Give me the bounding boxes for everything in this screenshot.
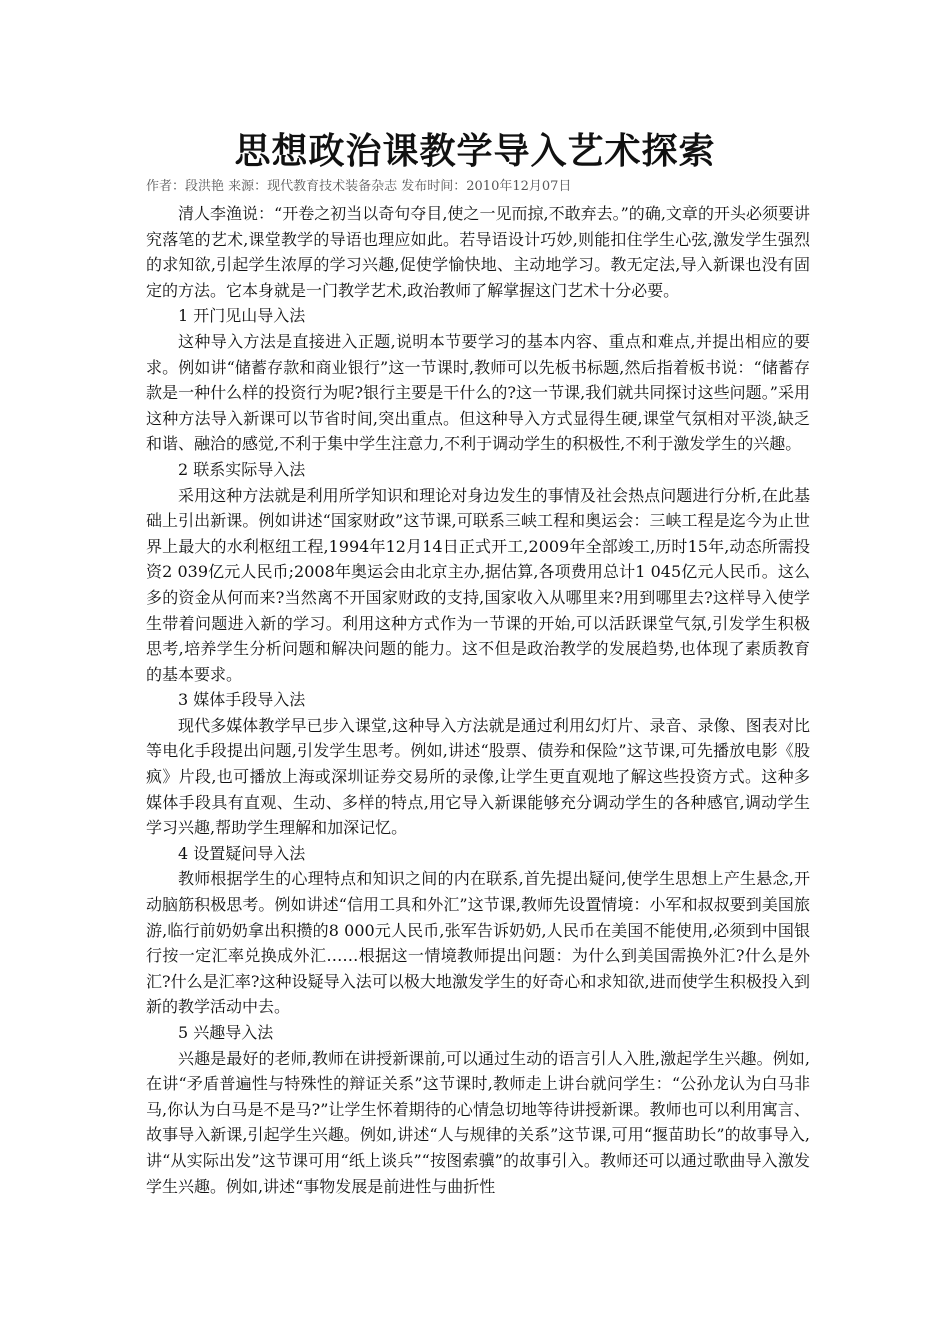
article-body	[146, 201, 810, 1199]
section-paragraph: 现代多媒体教学早已步入课堂,这种导入方法就是通过利用幻灯片、录音、录像、图表对比等电化手段提出问题,引发学生思考。例如,讲述“股票、债券和保险”这节课,可先播放电影《股疯》片段,也可播放上海或深圳证券交易所的录像,让学生更直观地了解这些投资方式。这种多媒体手段具有直观、生动、多样的特点,用它导入新课能够充分调动学生的各种感官,调动学生学习兴趣,帮助学生理解和加深记忆。	[146, 715, 810, 838]
section-heading: 1 开门见山导入法	[178, 306, 306, 326]
section-paragraph: 兴趣是最好的老师,教师在讲授新课前,可以通过生动的语言引人入胜,激起学生兴趣。例如,在讲“矛盾普遍性与特殊性的辩证关系”这节课时,教师走上讲台就问学生：“公孙龙认为白马非马,你认为白马是不是马?”让学生怀着期待的心情急切地等待讲授新课。教师也可以利用寓言、故事导入新课,引起学生兴趣。例如,讲述“人与规律的关系”这节课,可用“揠苗助长”的故事导入,讲“从实际出发”这节课可用“纸上谈兵”“按图索骥”的故事引入。教师还可以通过歌曲导入激发学生兴趣。例如,讲述“事物发展是前进性与曲折性	[146, 1048, 810, 1196]
section-paragraph: 这种导入方法是直接进入正题,说明本节要学习的基本内容、重点和难点,并提出相应的要求。例如讲“储蓄存款和商业银行”这一节课时,教师可以先板书标题,然后指着板书说：“储蓄存款是一种什么样的投资行为呢?银行主要是干什么的?这一节课,我们就共同探讨这些问题。”采用这种方法导入新课可以节省时间,突出重点。但这种导入方式显得生硬,课堂气氛相对平淡,缺乏和谐、融洽的感觉,不利于集中学生注意力,不利于调动学生的积极性,不利于激发学生的兴趣。	[146, 331, 810, 454]
section-paragraph: 教师根据学生的心理特点和知识之间的内在联系,首先提出疑问,使学生思想上产生悬念,开动脑筋积极思考。例如讲述“信用工具和外汇”这节课,教师先设置情境：小军和叔叔要到美国旅游,临行前奶奶拿出积攒的8 000元人民币,张军告诉奶奶,人民币在美国不能使用,必须到中国银行按一定汇率兑换成外汇……根据这一情境教师提出问题：为什么到美国需换外汇?什么是外汇?什么是汇率?这种设疑导入法可以极大地激发学生的好奇心和求知欲,进而使学生积极投入到新的教学活动中去。	[146, 869, 810, 1017]
intro-paragraph: 清人李渔说：“开卷之初当以奇句夺目,使之一见而掠,不敢弃去。”的确,文章的开头必须要讲究落笔的艺术,课堂教学的导语也理应如此。若导语设计巧妙,则能扣住学生心弦,激发学生强烈的求知欲,引起学生浓厚的学习兴趣,促使学愉快地、主动地学习。教无定法,导入新课也没有固定的方法。它本身就是一门教学艺术,政治教师了解掌握这门艺术十分必要。	[146, 204, 810, 300]
article-meta: 作者：段洪艳 来源：现代教育技术装备杂志 发布时间：2010年12月07日	[146, 179, 572, 194]
section-heading: 5 兴趣导入法	[178, 1023, 274, 1042]
section-heading: 4 设置疑问导入法	[178, 843, 306, 863]
section-heading: 3 媒体手段导入法	[178, 690, 306, 710]
section-heading: 2 联系实际导入法	[178, 459, 306, 479]
section-paragraph: 采用这种方法就是利用所学知识和理论对身边发生的事情及社会热点问题进行分析,在此基础上引出新课。例如讲述“国家财政”这节课,可联系三峡工程和奥运会：三峡工程是迄今为止世界上最大的水利枢纽工程,1994年12月14日正式开工,2009年全部竣工,历时15年,动态所需投资2 039亿元人民币;2008年奥运会由北京主办,据估算,各项费用总计1 045亿元人民币。这么多的资金从何而来?当然离不开国家财政的支持,国家收入从哪里来?用到哪里去?这样导入使学生带着问题进入新的学习。利用这种方式作为一节课的开始,可以活跃课堂气氛,引发学生积极思考,培养学生分析问题和解决问题的能力。这不但是政治教学的发展趋势,也体现了素质教育的基本要求。	[146, 485, 810, 684]
article-title: 思想政治课教学导入艺术探索	[234, 130, 716, 172]
